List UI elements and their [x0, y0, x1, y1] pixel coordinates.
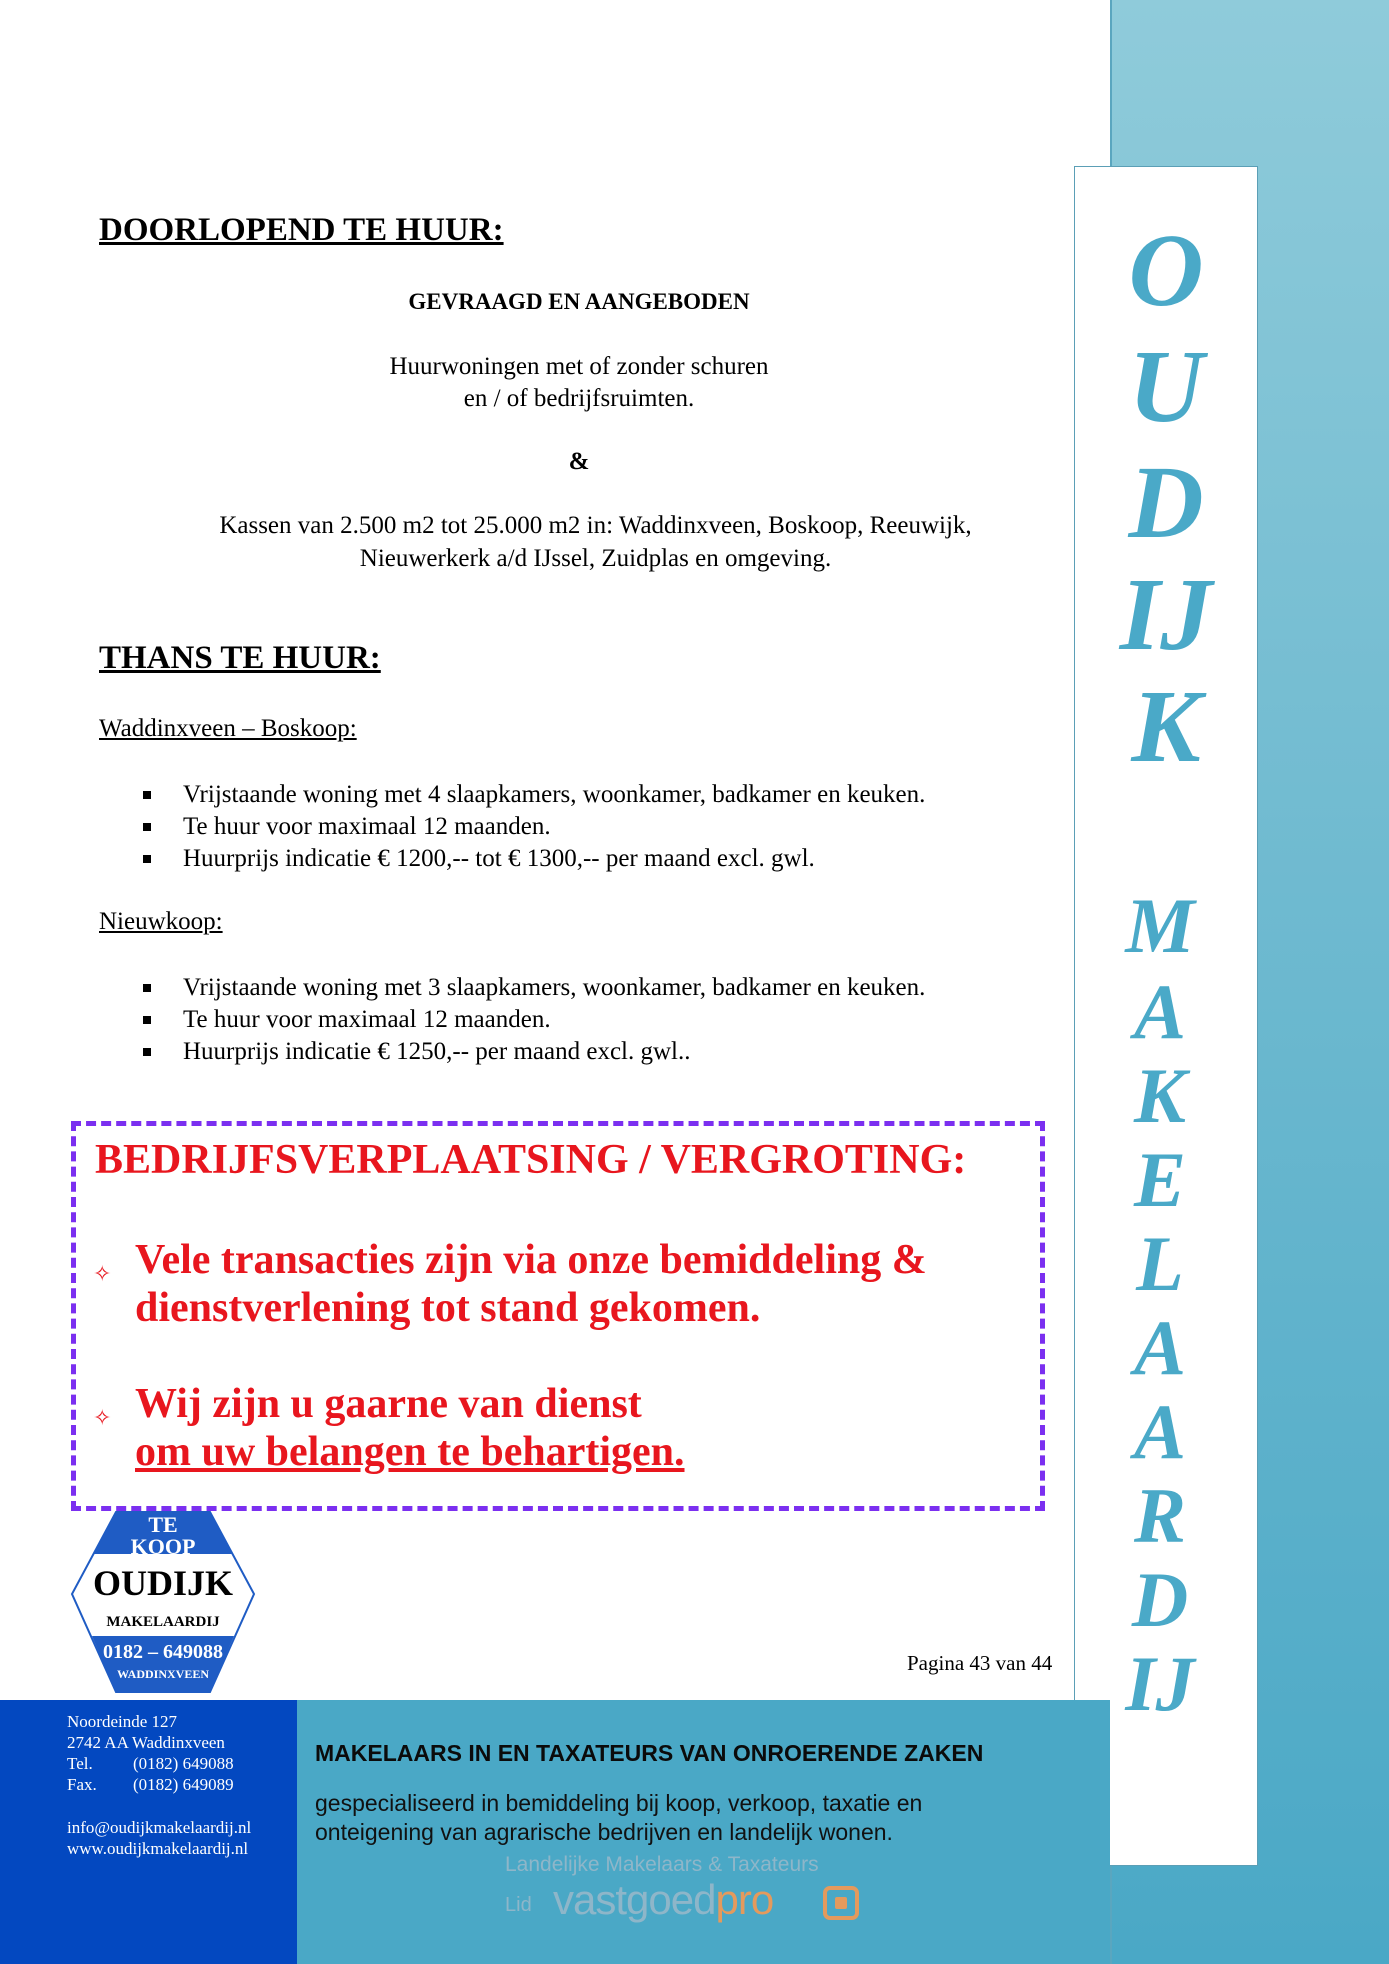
ampersand: &: [568, 448, 590, 475]
bullet-square-icon: [143, 984, 151, 992]
side-letter: D: [1131, 1556, 1189, 1643]
side-letter: M: [1125, 882, 1195, 969]
address-city: 2742 AA Waddinxveen: [67, 1733, 225, 1752]
side-letter: IJ: [1125, 1640, 1195, 1727]
logo-town: WADDINXVEEN: [116, 1667, 210, 1681]
rental-list: [99, 779, 925, 875]
list-item: Te huur voor maximaal 12 maanden.: [99, 1004, 925, 1036]
location-heading: Nieuwkoop:: [99, 908, 223, 935]
kassen-line: Kassen van 2.500 m2 tot 25.000 m2 in: Waddinxveen, Boskoop, Reeuwijk,: [219, 512, 972, 539]
diamond-bullet-icon: ✧: [93, 1405, 112, 1430]
lid-label: Lid: [505, 1894, 532, 1916]
bullet-square-icon: [143, 1016, 151, 1024]
list-item: Te huur voor maximaal 12 maanden.: [99, 811, 925, 843]
section-title-doorlopend: DOORLOPEND TE HUUR:: [99, 212, 504, 248]
side-letter: U: [1128, 329, 1204, 444]
logo-text: KOOP: [130, 1534, 196, 1559]
bullet-square-icon: [143, 1048, 151, 1056]
side-letter: IJ: [1119, 557, 1213, 672]
diamond-bullet-icon: ✧: [93, 1261, 112, 1286]
logo-phone: 0182 – 649088: [103, 1641, 223, 1663]
logo-name: OUDIJK: [92, 1563, 234, 1603]
promo-item: ✧ Wij zijn u gaarne van dienst om uw belangen te behartigen.: [93, 1381, 685, 1475]
side-letter: D: [1128, 445, 1204, 560]
promo-item: ✧ Vele transacties zijn via onze bemiddeling & dienstverlening tot stand gekomen.: [93, 1237, 927, 1331]
list-item: Vrijstaande woning met 4 slaapkamers, woonkamer, badkamer en keuken.: [99, 779, 925, 811]
te-koop-logo: [70, 1510, 256, 1694]
address-fax: Fax. (0182) 649089: [67, 1775, 234, 1794]
location-heading: Waddinxveen – Boskoop:: [99, 715, 357, 742]
rental-list: [99, 972, 925, 1068]
footer-description: gespecialiseerd in bemiddeling bij koop, verkoop, taxatie en: [315, 1790, 923, 1816]
list-item: Vrijstaande woning met 3 slaapkamers, woonkamer, badkamer en keuken.: [99, 972, 925, 1004]
email-link[interactable]: info@oudijkmakelaardij.nl: [67, 1818, 252, 1837]
bullet-square-icon: [143, 791, 151, 799]
side-letter: R: [1133, 1472, 1187, 1559]
section-title-thans: THANS TE HUUR:: [99, 640, 381, 676]
vastgoedpro-logo: vastgoedpro: [553, 1876, 774, 1923]
side-letter: K: [1131, 669, 1201, 784]
side-letter: A: [1133, 1388, 1187, 1475]
address-street: Noordeinde 127: [67, 1712, 178, 1731]
section-subtitle: GEVRAAGD EN AANGEBODEN: [408, 289, 750, 314]
logo-sub: MAKELAARDIJ: [106, 1614, 220, 1630]
side-name-card: [1074, 166, 1258, 1866]
list-item: Huurprijs indicatie € 1250,-- per maand excl. gwl..: [99, 1036, 925, 1068]
association-text: Landelijke Makelaars & Taxateurs: [505, 1853, 819, 1876]
bedrijfsruimten-line: en / of bedrijfsruimten.: [463, 385, 695, 412]
address-tel: Tel. (0182) 649088: [67, 1754, 234, 1773]
website-link[interactable]: www.oudijkmakelaardij.nl: [67, 1839, 249, 1858]
kassen-line: Nieuwerkerk a/d IJssel, Zuidplas en omgeving.: [359, 545, 832, 572]
promo-title: BEDRIJFSVERPLAATSING / VERGROTING:: [95, 1137, 967, 1183]
logo-text: TE: [148, 1512, 178, 1537]
side-letter: O: [1128, 213, 1204, 328]
bullet-square-icon: [143, 855, 151, 863]
side-letter: E: [1133, 1136, 1187, 1223]
side-letter: L: [1136, 1220, 1184, 1307]
promo-box: [71, 1121, 1045, 1511]
bullet-square-icon: [143, 823, 151, 831]
list-item: Huurprijs indicatie € 1200,-- tot € 1300,-- per maand excl. gwl.: [99, 843, 925, 875]
side-letter: A: [1133, 968, 1187, 1055]
footer-description: onteigening van agrarische bedrijven en landelijk wonen.: [315, 1819, 893, 1845]
side-letter: A: [1133, 1304, 1187, 1391]
side-letter: K: [1133, 1052, 1187, 1139]
page-number: Pagina 43 van 44: [907, 1651, 1053, 1675]
vastgoedpro-icon: [823, 1886, 859, 1920]
footer-heading: MAKELAARS IN EN TAXATEURS VAN ONROERENDE ZAKEN: [315, 1740, 984, 1766]
huurwoningen-line: Huurwoningen met of zonder schuren: [389, 353, 769, 380]
